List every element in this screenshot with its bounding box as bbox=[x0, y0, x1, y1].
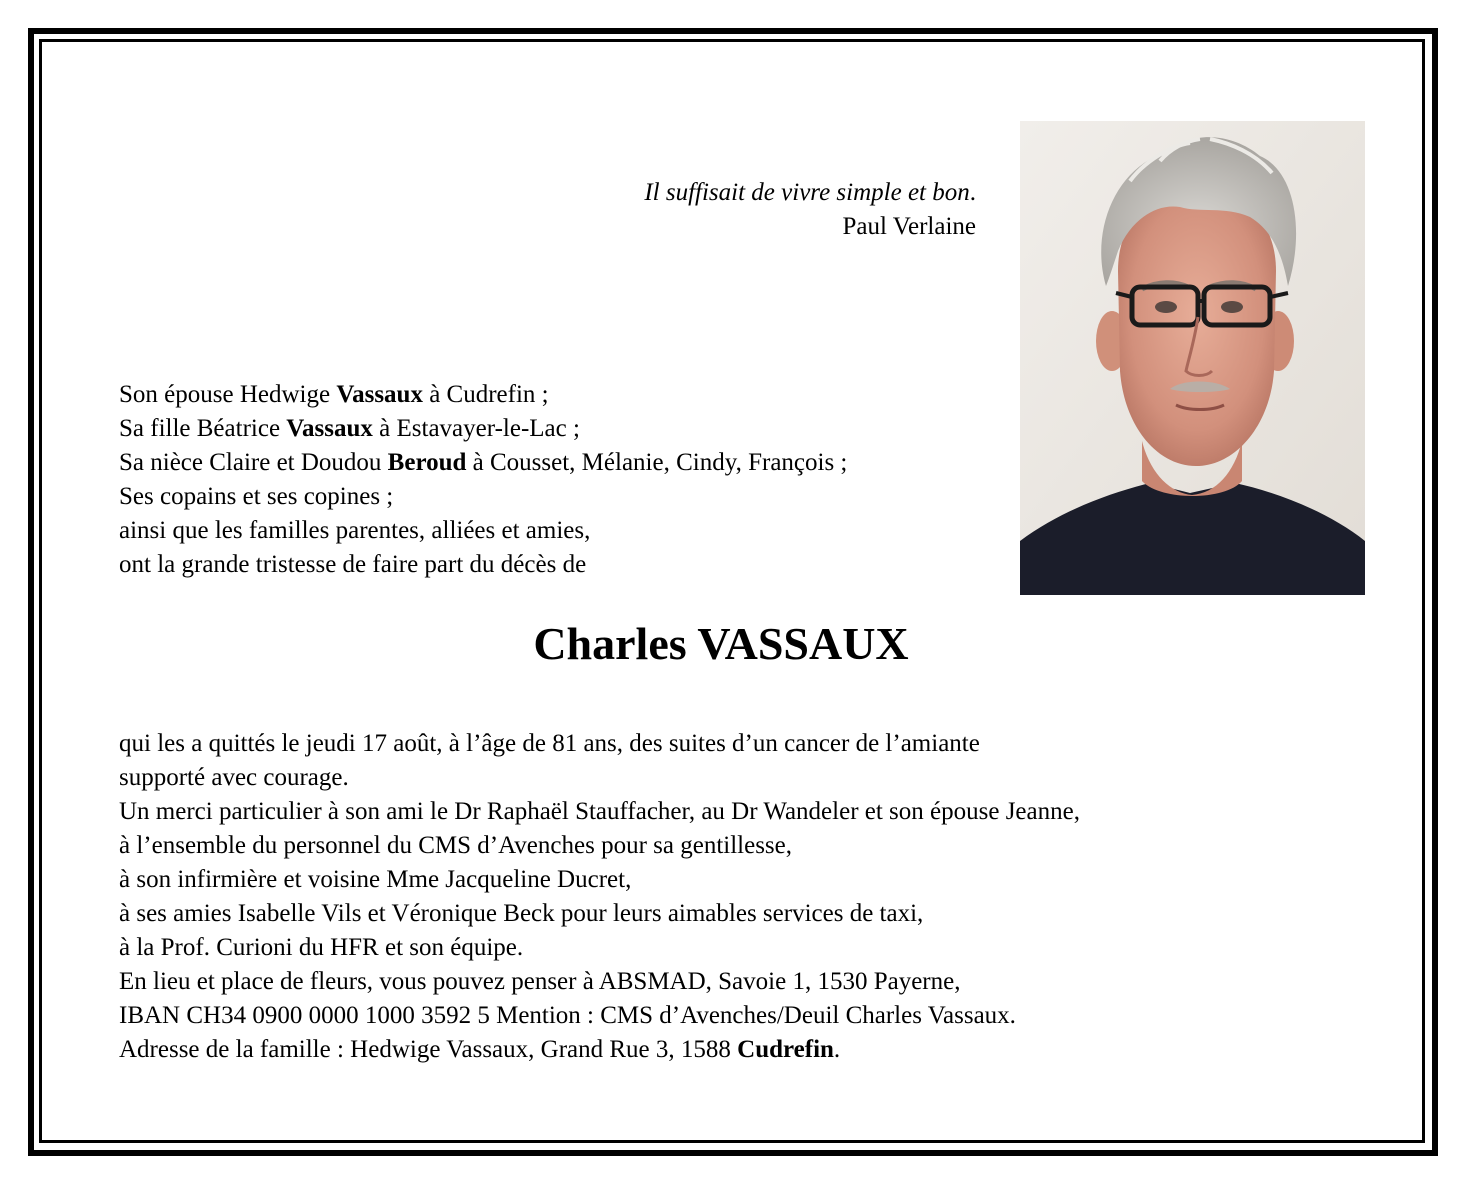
obituary-body bbox=[119, 727, 1080, 1067]
body-line: à ses amies Isabelle Vils et Véronique Beck pour leurs aimables services de taxi, bbox=[119, 900, 924, 927]
family-line bbox=[119, 378, 847, 412]
family-line-text: ainsi que les familles parentes, alliées et amies, bbox=[119, 517, 591, 544]
family-line-text: à Cousset, Mélanie, Cindy, François ; bbox=[466, 449, 848, 476]
body-line: Un merci particulier à son ami le Dr Raphaël Stauffacher, au Dr Wandeler et son épouse Jeanne, bbox=[119, 798, 1080, 825]
family-line bbox=[119, 446, 847, 480]
body-line: supporté avec courage. bbox=[119, 764, 349, 791]
family-line-text: Son épouse Hedwige bbox=[119, 381, 337, 408]
family-line-text: à Estavayer-le-Lac ; bbox=[372, 415, 580, 442]
family-line-text: Ses copains et ses copines ; bbox=[119, 483, 394, 510]
family-line bbox=[119, 548, 847, 582]
deceased-name: Charles VASSAUX bbox=[533, 618, 909, 669]
family-surname: Vassaux bbox=[286, 415, 373, 442]
family-line-text: ont la grande tristesse de faire part du décès de bbox=[119, 551, 587, 578]
epigraph-line bbox=[644, 176, 976, 210]
family-line-text: Sa nièce Claire et Doudou bbox=[119, 449, 388, 476]
epigraph-author: Paul Verlaine bbox=[842, 213, 976, 240]
address-town: Cudrefin bbox=[737, 1036, 834, 1063]
epigraph-quote-period: . bbox=[969, 179, 976, 206]
family-line-text: à Cudrefin ; bbox=[422, 381, 549, 408]
body-line: à l’ensemble du personnel du CMS d’Avenches pour sa gentillesse, bbox=[119, 832, 792, 859]
body-line: à son infirmière et voisine Mme Jacqueline Ducret, bbox=[119, 866, 632, 893]
family-surname: Vassaux bbox=[336, 381, 423, 408]
body-line: IBAN CH34 0900 0000 1000 3592 5 Mention : CMS d’Avenches/Deuil Charles Vassaux. bbox=[119, 1002, 1016, 1029]
family-line-text: Sa fille Béatrice bbox=[119, 415, 287, 442]
family-surname: Beroud bbox=[387, 449, 467, 476]
epigraph bbox=[644, 176, 976, 244]
body-line: à la Prof. Curioni du HFR et son équipe. bbox=[119, 934, 524, 961]
body-line: qui les a quittés le jeudi 17 août, à l’âge de 81 ans, des suites d’un cancer de l’amiante bbox=[119, 730, 980, 757]
address-text: . bbox=[833, 1036, 841, 1063]
family-announcement bbox=[119, 378, 847, 582]
portrait-illustration bbox=[1020, 121, 1365, 595]
family-line bbox=[119, 412, 847, 446]
epigraph-quote: Il suffisait de vivre simple et bon bbox=[644, 179, 970, 206]
family-line bbox=[119, 514, 847, 548]
body-line: En lieu et place de fleurs, vous pouvez penser à ABSMAD, Savoie 1, 1530 Payerne, bbox=[119, 968, 961, 995]
family-line bbox=[119, 480, 847, 514]
portrait-photo bbox=[1020, 121, 1365, 595]
address-text: Adresse de la famille : Hedwige Vassaux, Grand Rue 3, 1588 bbox=[119, 1036, 738, 1063]
family-address bbox=[119, 1033, 1080, 1067]
